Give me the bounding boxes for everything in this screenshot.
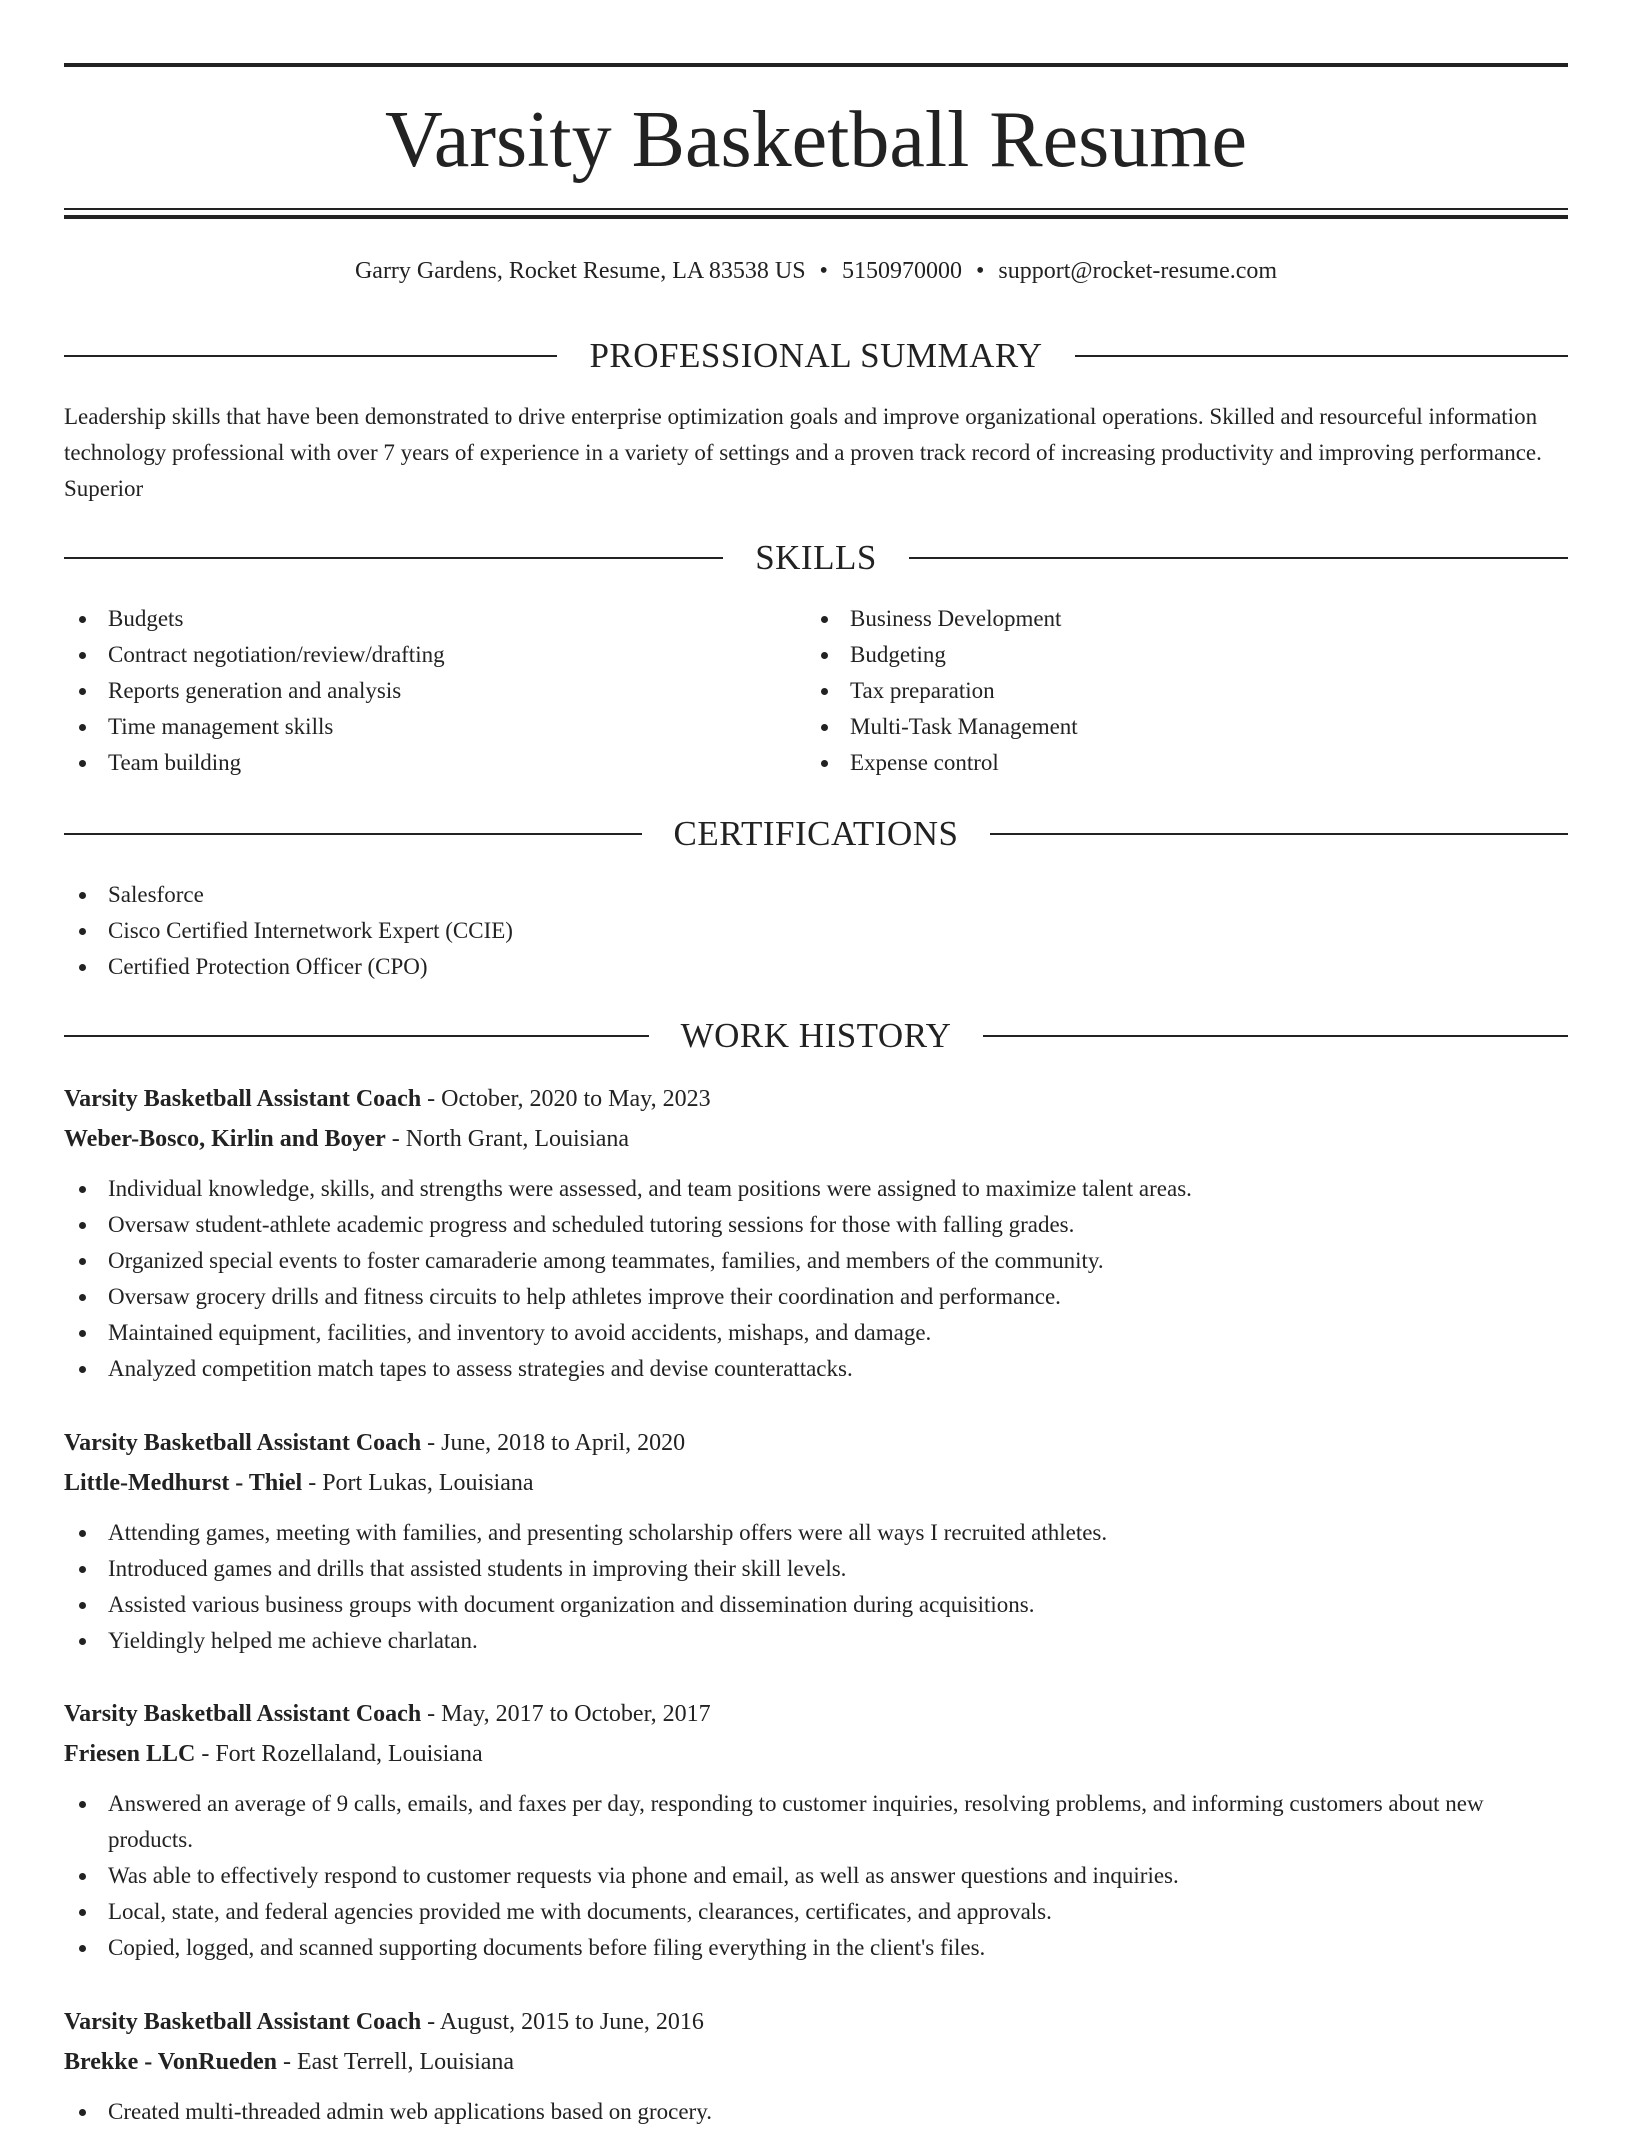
job-dates: - August, 2015 to June, 2016 — [421, 2009, 704, 2035]
job-bullet: Answered an average of 9 calls, emails, and faxes per day, responding to customer inquiries, resolving problems, and informing customers about new products. — [64, 1786, 1568, 1858]
skill-item: Budgeting — [806, 637, 1546, 673]
heading-rule — [983, 1035, 1568, 1037]
certification-item: Cisco Certified Internetwork Expert (CCIE) — [64, 913, 1568, 949]
job-bullet: Oversaw student-athlete academic progress and scheduled tutoring sessions for those with falling grades. — [64, 1207, 1568, 1243]
job-bullets — [64, 1786, 1568, 1966]
section-heading-certifications — [64, 812, 1568, 856]
skill-item: Multi-Task Management — [806, 709, 1546, 745]
section-title: CERTIFICATIONS — [673, 814, 959, 853]
job-bullet: Analyzed competition match tapes to assess strategies and devise counterattacks. — [64, 1351, 1568, 1387]
section-title: WORK HISTORY — [680, 1016, 952, 1055]
job-company-line — [64, 1734, 1568, 1774]
job-title: Varsity Basketball Assistant Coach — [64, 1086, 422, 1112]
heading-rule — [909, 557, 1568, 559]
job-bullet: Yieldingly helped me achieve charlatan. — [64, 1623, 1568, 1659]
job-dates: - October, 2020 to May, 2023 — [421, 1086, 711, 1112]
job-company-line — [64, 2042, 1568, 2082]
top-rule — [64, 63, 1568, 67]
job-company: Brekke - VonRueden — [64, 2049, 277, 2075]
heading-rule — [64, 355, 557, 357]
contact-phone: 5150970000 — [841, 258, 962, 284]
resume-title: Varsity Basketball Resume — [384, 96, 1248, 184]
skill-item: Expense control — [806, 745, 1546, 781]
job-company: Weber-Bosco, Kirlin and Boyer — [64, 1126, 386, 1152]
job-bullet: Assisted various business groups with document organization and dissemination during acquisitions. — [64, 1587, 1568, 1623]
job-bullet: Copied, logged, and scanned supporting documents before filing everything in the client's files. — [64, 1930, 1568, 1966]
job-title: Varsity Basketball Assistant Coach — [64, 2009, 422, 2035]
job-location: - Port Lukas, Louisiana — [302, 1470, 534, 1496]
job-entry — [64, 2002, 1568, 2130]
job-bullet: Oversaw grocery drills and fitness circuits to help athletes improve their coordination and performance. — [64, 1279, 1568, 1315]
job-entry — [64, 1694, 1568, 1966]
title-rule-thick — [64, 215, 1568, 219]
section-title: SKILLS — [755, 538, 877, 577]
job-company-line — [64, 1119, 1568, 1159]
job-bullet: Local, state, and federal agencies provided me with documents, clearances, certificates, and approvals. — [64, 1894, 1568, 1930]
heading-rule — [64, 557, 723, 559]
job-entry — [64, 1423, 1568, 1659]
job-company: Friesen LLC — [64, 1741, 196, 1767]
job-bullets — [64, 1171, 1568, 1387]
job-bullet: Organized special events to foster camaraderie among teammates, families, and members of the community. — [64, 1243, 1568, 1279]
heading-rule — [64, 1035, 649, 1037]
certifications-list — [64, 877, 1568, 985]
heading-rule — [64, 833, 642, 835]
section-heading-skills — [64, 536, 1568, 580]
contact-address: Garry Gardens, Rocket Resume, LA 83538 US — [354, 258, 806, 284]
job-location: - Fort Rozellaland, Louisiana — [195, 1741, 483, 1767]
skill-item: Budgets — [64, 601, 804, 637]
job-bullets — [64, 2094, 1568, 2130]
skill-item: Tax preparation — [806, 673, 1546, 709]
skill-item: Reports generation and analysis — [64, 673, 804, 709]
job-bullet: Created multi-threaded admin web applications based on grocery. — [64, 2094, 1568, 2130]
job-title-line — [64, 1079, 1568, 1119]
job-dates: - May, 2017 to October, 2017 — [421, 1701, 711, 1727]
contact-line — [64, 253, 1568, 289]
skill-item: Contract negotiation/review/drafting — [64, 637, 804, 673]
job-title: Varsity Basketball Assistant Coach — [64, 1701, 422, 1727]
job-title-line — [64, 1694, 1568, 1734]
section-title: PROFESSIONAL SUMMARY — [589, 336, 1043, 375]
job-bullet: Introduced games and drills that assisted students in improving their skill levels. — [64, 1551, 1568, 1587]
job-bullet: Maintained equipment, facilities, and inventory to avoid accidents, mishaps, and damage. — [64, 1315, 1568, 1351]
section-heading-work-history — [64, 1014, 1568, 1058]
summary-paragraph: Leadership skills that have been demonstrated to drive enterprise optimization goals and improve organizational operations. Skilled and resourceful information technology professional with over 7 years of experience in a variety of settings and a proven track record of increasing productivity and improving performance. Superior — [64, 404, 1542, 501]
job-dates: - June, 2018 to April, 2020 — [421, 1430, 686, 1456]
skills-list-left — [64, 601, 804, 781]
section-heading-summary — [64, 334, 1568, 378]
job-title-line — [64, 1423, 1568, 1463]
heading-rule — [1075, 355, 1568, 357]
job-bullets — [64, 1515, 1568, 1659]
contact-separator: • — [819, 258, 828, 284]
job-entry — [64, 1079, 1568, 1387]
job-company: Little-Medhurst - Thiel — [64, 1470, 303, 1496]
certification-item: Certified Protection Officer (CPO) — [64, 949, 1568, 985]
job-location: - East Terrell, Louisiana — [276, 2049, 515, 2075]
job-company-line — [64, 1463, 1568, 1503]
job-title: Varsity Basketball Assistant Coach — [64, 1430, 422, 1456]
skill-item: Business Development — [806, 601, 1546, 637]
job-location: - North Grant, Louisiana — [385, 1126, 630, 1152]
job-bullet: Was able to effectively respond to customer requests via phone and email, as well as answer questions and inquiries. — [64, 1858, 1568, 1894]
certification-item: Salesforce — [64, 877, 1568, 913]
heading-rule — [990, 833, 1568, 835]
job-bullet: Attending games, meeting with families, and presenting scholarship offers were all ways I recruited athletes. — [64, 1515, 1568, 1551]
skill-item: Team building — [64, 745, 804, 781]
skill-item: Time management skills — [64, 709, 804, 745]
job-title-line — [64, 2002, 1568, 2042]
skills-list-right — [806, 601, 1546, 781]
job-bullet: Individual knowledge, skills, and strengths were assessed, and team positions were assigned to maximize talent areas. — [64, 1171, 1568, 1207]
contact-email: support@rocket-resume.com — [998, 258, 1278, 284]
contact-separator: • — [975, 258, 985, 284]
title-rule-thin — [64, 208, 1568, 210]
